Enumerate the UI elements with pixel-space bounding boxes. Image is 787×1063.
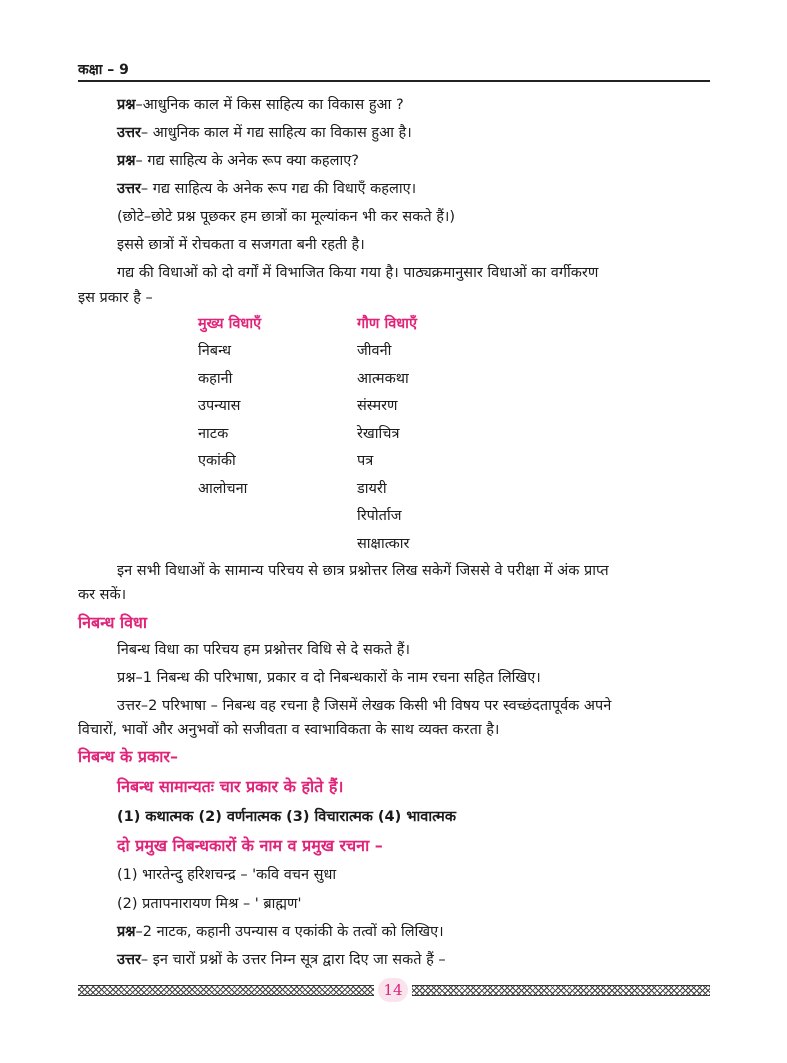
minor-genre-item: साक्षात्कार — [357, 536, 410, 552]
qa-label: प्रश्न — [117, 153, 136, 169]
qa-line-4 — [117, 179, 416, 199]
qa-label: उत्तर — [117, 125, 141, 141]
main-genre-item: उपन्यास — [198, 398, 241, 414]
intro-line-1: गद्य की विधाओं को दो वर्गों में विभाजित किया गया है। पाठ्यक्रमानुसार विधाओं का वर्गीकरण — [117, 265, 599, 281]
summary-line-1: इन सभी विधाओं के सामान्य परिचय से छात्र प्रश्नोत्तर लिख सकेगें जिससे वे परीक्षा में अंक प्राप्त — [117, 563, 609, 579]
nibandh-para-2: प्रश्न–1 निबन्ध की परिभाषा, प्रकार व दो निबन्धकारों के नाम रचना सहित लिखिए। — [117, 670, 541, 686]
qa-line-1 — [117, 95, 404, 115]
types-list: (1) कथात्मक (2) वर्णनात्मक (3) विचारात्मक (4) भावात्मक — [117, 809, 456, 825]
intro-line-2: इस प्रकार है – — [78, 290, 153, 306]
types-subheading: निबन्ध सामान्यतः चार प्रकार के होते हैं। — [117, 777, 344, 796]
main-genres-heading: मुख्य विधाएँ — [198, 316, 262, 332]
main-genre-item: कहानी — [198, 371, 233, 387]
qa-text: – इन चारों प्रश्नों के उत्तर निम्न सूत्र द्वारा दिए जा सकते हैं – — [140, 952, 446, 968]
minor-genres-heading: गौण विधाएँ — [357, 316, 417, 332]
page-number: 14 — [378, 978, 408, 1002]
main-genre-item: एकांकी — [198, 453, 236, 469]
minor-genre-item: जीवनी — [357, 343, 392, 359]
author-item: (2) प्रतापनारायण मिश्र – ' ब्राह्मण' — [117, 896, 302, 912]
qa-text: –2 नाटक, कहानी उपन्यास व एकांकी के तत्वों को लिखिए। — [135, 924, 444, 940]
qa-line-3 — [117, 151, 359, 171]
qa-text: –आधुनिक काल में किस साहित्य का विकास हुआ ? — [135, 97, 404, 113]
footer-ornament-right — [412, 985, 710, 996]
note-line-2: इससे छात्रों में रोचकता व सजगता बनी रहती है। — [117, 237, 365, 253]
minor-genre-item: आत्मकथा — [357, 371, 409, 387]
nibandh-para-1: निबन्ध विधा का परिचय हम प्रश्नोत्तर विधि से दे सकते हैं। — [117, 642, 410, 658]
qa-text: – गद्य साहित्य के अनेक रूप क्या कहलाए? — [135, 153, 359, 169]
qa-label: प्रश्न — [117, 924, 136, 940]
summary-line-2: कर सकें। — [78, 587, 127, 603]
main-genre-item: आलोचना — [198, 481, 248, 497]
answer-2 — [117, 950, 446, 970]
main-genre-item: नाटक — [198, 426, 229, 442]
minor-genre-item: रिपोर्ताज — [357, 508, 402, 524]
note-line: (छोटे–छोटे प्रश्न पूछकर हम छात्रों का मूल्यांकन भी कर सकते हैं।) — [117, 209, 456, 225]
minor-genre-item: डायरी — [357, 481, 387, 497]
main-genre-item: निबन्ध — [198, 343, 232, 359]
qa-label: उत्तर — [117, 181, 141, 197]
minor-genre-item: रेखाचित्र — [357, 426, 400, 442]
footer-ornament-left — [78, 985, 374, 996]
qa-line-2 — [117, 123, 412, 143]
authors-heading: दो प्रमुख निबन्धकारों के नाम व प्रमुख रचना – — [117, 836, 383, 855]
question-2 — [117, 922, 444, 942]
qa-text: – गद्य साहित्य के अनेक रूप गद्य की विधाएँ कहलाए। — [140, 181, 417, 197]
qa-text: – आधुनिक काल में गद्य साहित्य का विकास हुआ है। — [140, 125, 412, 141]
minor-genre-item: पत्र — [357, 453, 374, 469]
section-heading-types: निबन्ध के प्रकार– — [78, 747, 178, 766]
author-item: (1) भारतेन्दु हरिशचन्द्र – 'कवि वचन सुधा — [117, 867, 337, 883]
nibandh-para-3b: विचारों, भावों और अनुभवों को सजीवता व स्वाभाविकता के साथ व्यक्त करता है। — [78, 722, 500, 738]
page-header-class: कक्षा – 9 — [78, 62, 129, 78]
minor-genre-item: संस्मरण — [357, 398, 398, 414]
nibandh-para-3a: उत्तर–2 परिभाषा – निबन्ध वह रचना है जिसमें लेखक किसी भी विषय पर स्वच्छंदतापूर्वक अपने — [117, 698, 612, 714]
section-heading-nibandh: निबन्ध विधा — [78, 613, 148, 632]
header-rule — [78, 80, 710, 82]
qa-label: उत्तर — [117, 952, 141, 968]
qa-label: प्रश्न — [117, 97, 136, 113]
